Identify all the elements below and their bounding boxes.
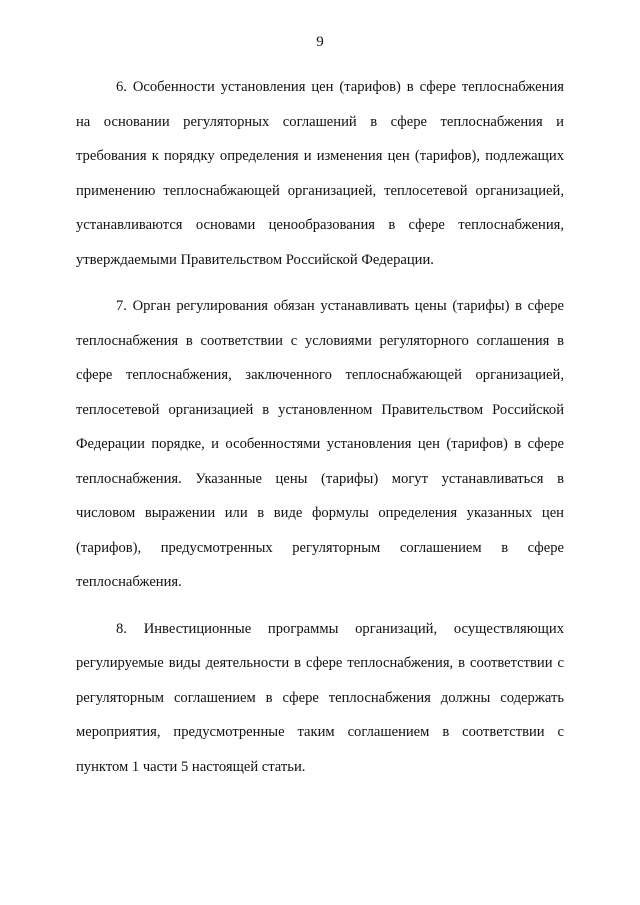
paragraph-7: 7. Орган регулирования обязан устанавливать цены (тарифы) в сфере теплоснабжения в соответствии с условиями регуляторного соглашения в сфере теплоснабжения, заключенного теплоснабжающей организацией, теплосетевой организацией в установленном Правительством Российской Федерации порядке, и особенностями установления цен (тарифов) в сфере теплоснабжения. Указанные цены (тарифы) могут устанавливаться в числовом выражении или в виде формулы определения указанных цен (тарифов), предусмотренных регуляторным соглашением в сфере теплоснабжения. bbox=[76, 298, 564, 590]
paragraph-6: 6. Особенности установления цен (тарифов) в сфере теплоснабжения на основании регуляторных соглашений в сфере теплоснабжения и требования к порядку определения и изменения цен (тарифов), подлежащих применению теплоснабжающей организацией, теплосетевой организацией, устанавливаются основами ценообразования в сфере теплоснабжения, утверждаемыми Правительством Российской Федерации. bbox=[76, 79, 564, 268]
page-number: 9 bbox=[316, 34, 324, 50]
paragraph-8: 8. Инвестиционные программы организаций, осуществляющих регулируемые виды деятельности в сфере теплоснабжения, в соответствии с регуляторным соглашением в сфере теплоснабжения должны содержать мероприятия, предусмотренные таким соглашением в соответствии с пунктом 1 части 5 настоящей статьи. bbox=[76, 620, 564, 775]
document-body bbox=[76, 70, 564, 796]
